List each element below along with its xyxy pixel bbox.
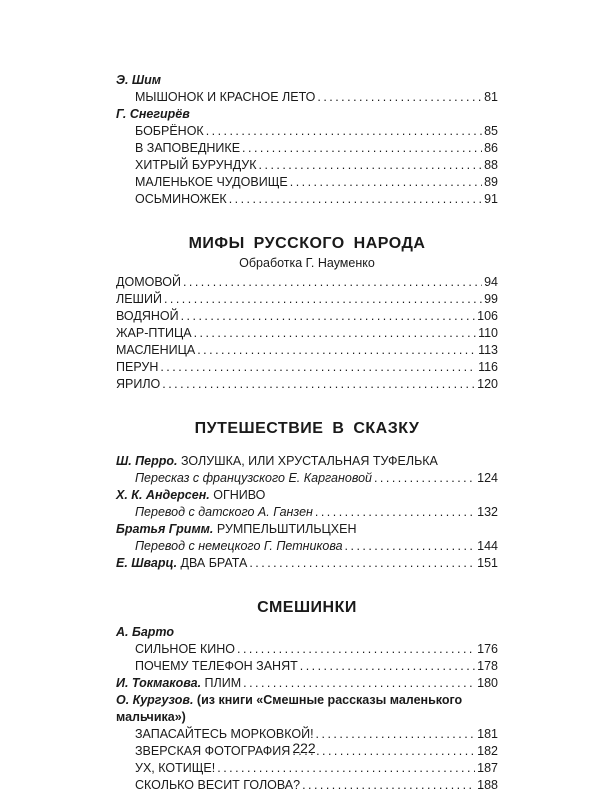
page-ref: 106 xyxy=(477,309,498,323)
toc-entry[interactable] xyxy=(116,760,498,777)
dot-leader xyxy=(302,777,475,794)
toc-entry-andersen[interactable] xyxy=(116,487,498,504)
toc-entry-tokmakova[interactable] xyxy=(116,675,498,692)
toc-entry[interactable] xyxy=(116,274,498,291)
dot-leader xyxy=(164,291,482,308)
page-ref: 144 xyxy=(477,539,498,553)
page-ref: 91 xyxy=(484,192,498,206)
dot-leader xyxy=(315,504,475,521)
entry-title: Перевод с датского А. Ганзен xyxy=(135,505,313,519)
page-ref: 187 xyxy=(477,761,498,775)
entry-title: МАЛЕНЬКОЕ ЧУДОВИЩЕ xyxy=(135,175,288,189)
author-snegirev: Г. Снегирёв xyxy=(116,107,190,121)
entry-title: ОГНИВО xyxy=(213,488,266,502)
dot-leader xyxy=(259,157,483,174)
page-ref: 81 xyxy=(484,90,498,104)
page-ref: 99 xyxy=(484,292,498,306)
entry-title: Перевод с немецкого Г. Петникова xyxy=(135,539,343,553)
page-ref: 85 xyxy=(484,124,498,138)
entry-title: БОБРЁНОК xyxy=(135,124,204,138)
dot-leader xyxy=(345,538,476,555)
entry-title: ЯРИЛО xyxy=(116,377,161,391)
dot-leader xyxy=(317,89,482,106)
entry-title: Пересказ с французского Е. Каргановой xyxy=(135,471,372,485)
dot-leader xyxy=(374,470,475,487)
entry-title: В ЗАПОВЕДНИКЕ xyxy=(135,141,241,155)
toc-entry[interactable] xyxy=(116,123,498,140)
toc-entry[interactable] xyxy=(116,470,498,487)
page-ref: 182 xyxy=(477,744,498,758)
author-name: Ш. Перро. xyxy=(116,454,178,468)
toc-entry[interactable] xyxy=(116,538,498,555)
page-ref: 181 xyxy=(477,727,498,741)
dot-leader xyxy=(194,325,476,342)
toc-entry[interactable] xyxy=(116,291,498,308)
entry-title: ЗВЕРСКАЯ ФОТОГРАФИЯ xyxy=(135,744,291,758)
entry-title: РУМПЕЛЬШТИЛЬЦХЕН xyxy=(216,522,357,536)
toc-entry-perrault[interactable] xyxy=(116,453,498,470)
page-ref: 116 xyxy=(478,360,498,374)
author-name: Е. Шварц. xyxy=(116,556,178,570)
entry-title: ЗОЛУШКА, ИЛИ ХРУСТАЛЬНАЯ ТУФЕЛЬКА xyxy=(181,454,438,468)
page-ref: 113 xyxy=(478,343,498,357)
entry-title: ПЛИМ xyxy=(204,676,242,690)
toc-entry[interactable] xyxy=(116,641,498,658)
dot-leader xyxy=(197,342,476,359)
author-name: Братья Гримм. xyxy=(116,522,214,536)
page-number: 222 xyxy=(292,740,316,756)
entry-title: ЛЕШИЙ xyxy=(116,292,162,306)
dot-leader xyxy=(183,274,482,291)
entry-title: ОСЬМИНОЖЕК xyxy=(135,192,227,206)
page-ref: 86 xyxy=(484,141,498,155)
entry-title: УХ, КОТИЩЕ! xyxy=(135,761,216,775)
page-ref: 188 xyxy=(477,778,498,792)
page-ref: 94 xyxy=(484,275,498,289)
entry-title: МАСЛЕНИЦА xyxy=(116,343,196,357)
entry-title: ПЕРУН xyxy=(116,360,159,374)
toc-entry-schwarz[interactable] xyxy=(116,555,498,572)
author-name: О. Кургузов. xyxy=(116,693,194,707)
page-ref: 89 xyxy=(484,175,498,189)
dot-leader xyxy=(242,140,482,157)
entry-title: ДВА БРАТА xyxy=(180,556,248,570)
section-heading-funny: СМЕШИНКИ xyxy=(257,599,357,616)
toc-entry[interactable] xyxy=(116,308,498,325)
toc-entry[interactable] xyxy=(116,157,498,174)
dot-leader xyxy=(229,191,482,208)
page-ref: 124 xyxy=(477,471,498,485)
dot-leader xyxy=(206,123,482,140)
dot-leader xyxy=(249,555,475,572)
page-ref: 151 xyxy=(477,556,498,570)
entry-title: ЖАР-ПТИЦА xyxy=(116,326,192,340)
toc-entry[interactable] xyxy=(116,89,498,106)
author-name: Х. К. Андерсен. xyxy=(116,488,210,502)
entry-title: ЗАПАСАЙТЕСЬ МОРКОВКОЙ! xyxy=(135,727,314,741)
page-ref: 132 xyxy=(477,505,498,519)
page-ref: 88 xyxy=(484,158,498,172)
toc-entry[interactable] xyxy=(116,658,498,675)
author-name: И. Токмакова. xyxy=(116,676,202,690)
page-ref: 180 xyxy=(477,676,498,690)
toc-content xyxy=(116,72,498,794)
section-heading-journey: ПУТЕШЕСТВИЕ В СКАЗКУ xyxy=(194,420,420,437)
toc-entry[interactable] xyxy=(116,376,498,393)
dot-leader xyxy=(181,308,476,325)
toc-entry[interactable] xyxy=(116,140,498,157)
page-ref: 120 xyxy=(477,377,498,391)
author-shim: Э. Шим xyxy=(116,73,162,87)
entry-title: ВОДЯНОЙ xyxy=(116,309,179,323)
toc-entry[interactable] xyxy=(116,359,498,376)
entry-title: СИЛЬНОЕ КИНО xyxy=(135,642,235,656)
entry-title: ХИТРЫЙ БУРУНДУК xyxy=(135,158,257,172)
section-subtitle-myths: Обработка Г. Науменко xyxy=(239,256,375,270)
toc-entry[interactable] xyxy=(116,504,498,521)
entry-title: СКОЛЬКО ВЕСИТ ГОЛОВА? xyxy=(135,778,301,792)
entry-title: ДОМОВОЙ xyxy=(116,275,181,289)
toc-entry-grimm[interactable] xyxy=(116,521,498,538)
toc-entry[interactable] xyxy=(116,342,498,359)
dot-leader xyxy=(162,376,475,393)
entry-title xyxy=(116,555,247,572)
page-ref: 176 xyxy=(477,642,498,656)
dot-leader xyxy=(217,760,475,777)
dot-leader xyxy=(237,641,475,658)
entry-title: ПОЧЕМУ ТЕЛЕФОН ЗАНЯТ xyxy=(135,659,298,673)
author-barto: А. Барто xyxy=(116,625,174,639)
section-heading-myths: МИФЫ РУССКОГО НАРОДА xyxy=(188,235,426,252)
dot-leader xyxy=(290,174,482,191)
dot-leader xyxy=(300,658,475,675)
toc-entry[interactable] xyxy=(116,325,498,342)
dot-leader xyxy=(243,675,475,692)
page-ref: 178 xyxy=(477,659,498,673)
author-kurguzov xyxy=(116,692,498,726)
entry-title: МЫШОНОК И КРАСНОЕ ЛЕТО xyxy=(135,90,316,104)
toc-entry[interactable] xyxy=(116,777,498,794)
page-ref: 110 xyxy=(478,326,498,340)
toc-entry[interactable] xyxy=(116,174,498,191)
source-note: (из книги «Смешные рассказы маленького мальчика») xyxy=(116,693,463,724)
toc-entry[interactable] xyxy=(116,191,498,208)
entry-title xyxy=(116,675,241,692)
dot-leader xyxy=(160,359,476,376)
